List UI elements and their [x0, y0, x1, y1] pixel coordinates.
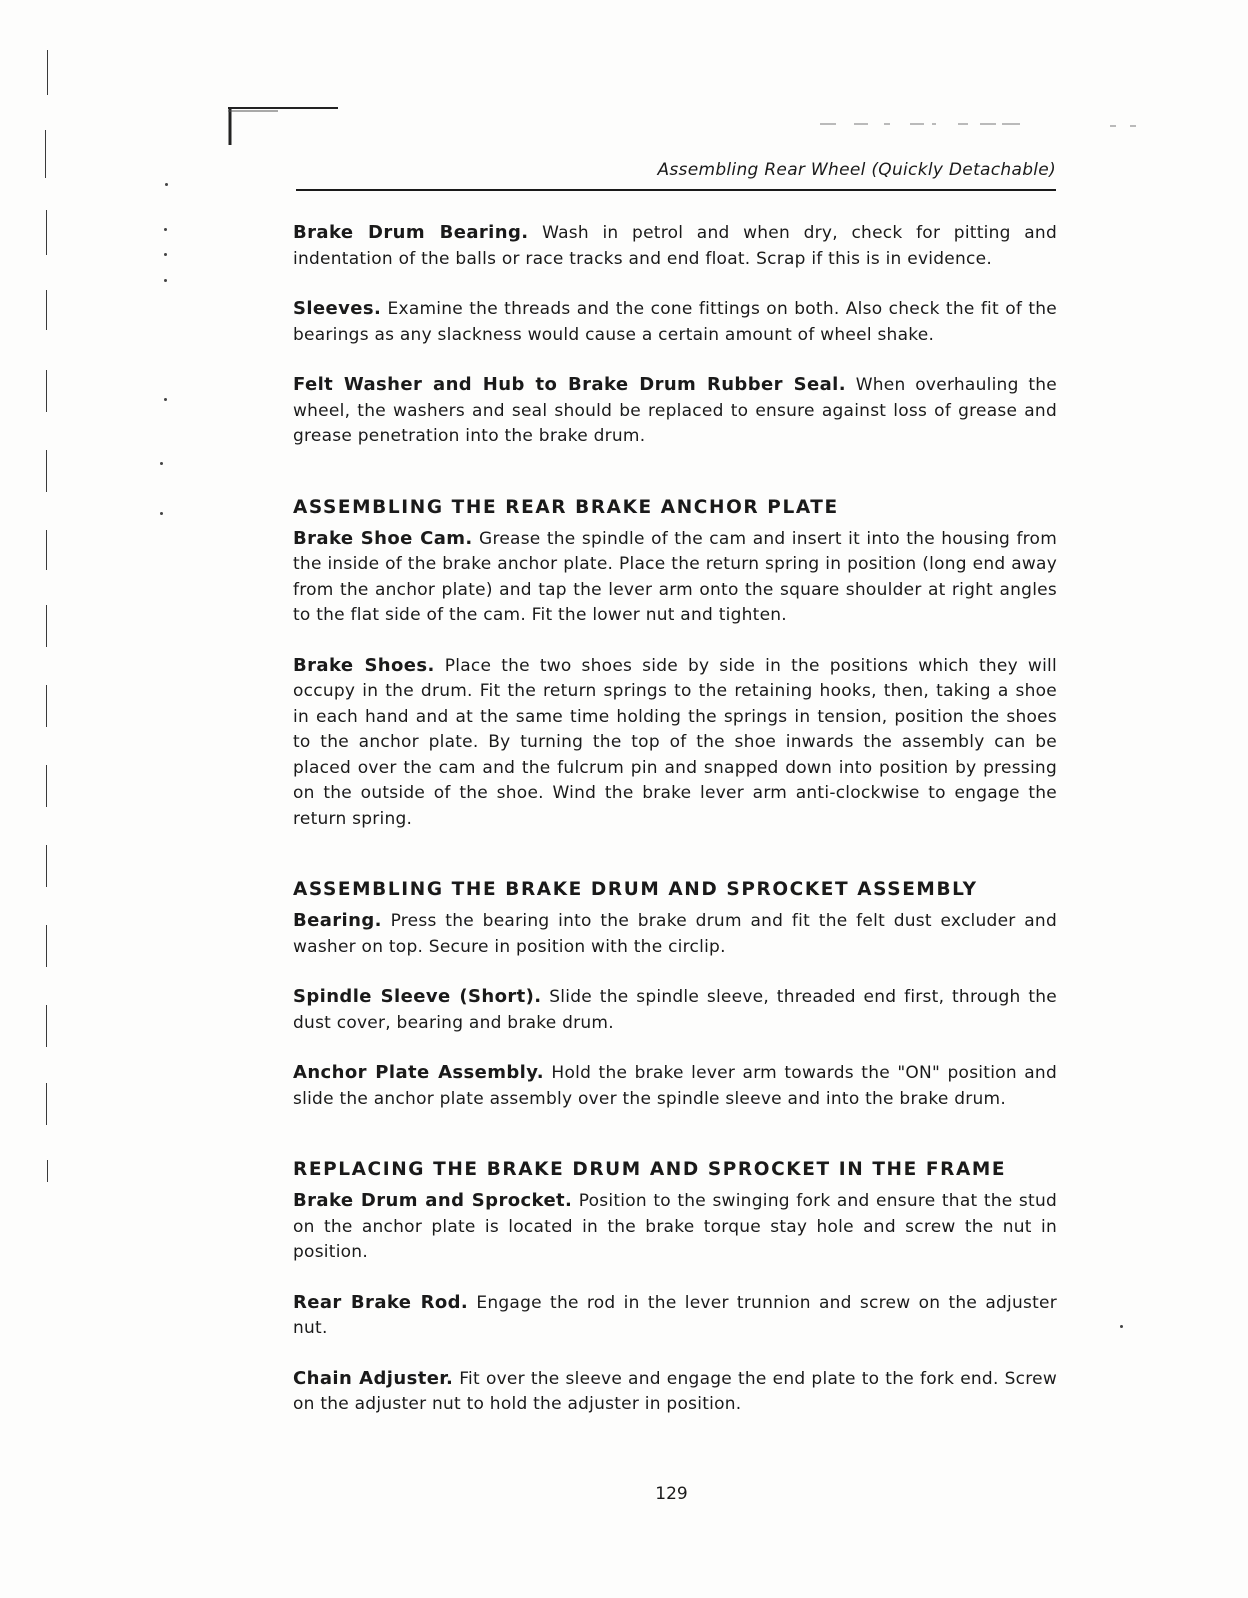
paragraph	[293, 653, 1057, 833]
scan-artifact	[164, 279, 167, 282]
scan-artifact	[46, 605, 47, 647]
paragraph	[293, 1290, 1057, 1342]
scan-artifact	[160, 462, 163, 465]
paragraph-text: Position to the swinging fork and ensure that the stud on the anchor plate is located in the brake torque stay hole and screw the nut in position.	[293, 1191, 1058, 1262]
paragraph-text: Grease the spindle of the cam and insert it into the housing from the inside of the brake anchor plate. Place the return spring in position (long end away from the anchor plate) and tap the lever arm onto the square shoulder at right angles to the flat side of the cam. Fit the lower nut and tighten.	[293, 528, 1058, 625]
scan-artifact	[164, 253, 167, 256]
scan-artifact	[45, 130, 46, 178]
scan-artifact	[47, 1160, 48, 1182]
paragraph-text: Press the bearing into the brake drum and fit the felt dust excluder and washer on top. Secure in position with the circlip.	[293, 911, 1057, 957]
scan-artifact	[46, 370, 47, 412]
paragraph	[293, 526, 1057, 629]
paragraph-lead: Felt Washer and Hub to Brake Drum Rubber Seal.	[293, 374, 846, 395]
paragraph	[293, 1060, 1057, 1112]
paragraph-text: Hold the brake lever arm towards the "ON" position and slide the anchor plate assembly over the spindle sleeve and into the brake drum.	[293, 1063, 1057, 1109]
paragraph	[293, 372, 1057, 450]
paragraph-text: Fit over the sleeve and engage the end plate to the fork end. Screw on the adjuster nut to hold the adjuster in position.	[293, 1368, 1057, 1414]
paragraph	[293, 984, 1057, 1036]
paragraph-text: Slide the spindle sleeve, threaded end first, through the dust cover, bearing and brake drum.	[293, 987, 1057, 1033]
scan-artifact	[46, 685, 47, 727]
running-head: Assembling Rear Wheel (Quickly Detachable)	[657, 160, 1056, 180]
scan-artifact	[46, 1005, 47, 1047]
header-rule	[296, 189, 1056, 191]
section-heading: ASSEMBLING THE REAR BRAKE ANCHOR PLATE	[293, 496, 839, 518]
paragraph	[293, 1366, 1057, 1418]
paragraph-lead: Anchor Plate Assembly.	[293, 1062, 544, 1083]
scan-artifact	[165, 183, 168, 186]
paragraph-lead: Brake Drum Bearing.	[293, 222, 529, 243]
scan-artifact	[46, 845, 47, 887]
paragraph	[293, 908, 1057, 960]
scan-artifact	[820, 118, 1140, 130]
scan-artifact	[160, 512, 163, 515]
scan-artifact	[46, 290, 47, 330]
paragraph-lead: Chain Adjuster.	[293, 1367, 454, 1389]
scan-artifact	[47, 50, 48, 95]
scan-artifact	[164, 398, 167, 401]
paragraph-lead: Sleeves.	[293, 298, 382, 319]
scan-artifact	[46, 450, 47, 492]
paragraph-lead: Brake Drum and Sprocket.	[293, 1190, 573, 1211]
paragraph	[293, 296, 1057, 348]
scan-artifact	[1120, 1325, 1123, 1328]
scan-artifact	[46, 765, 47, 807]
scan-artifact	[46, 210, 47, 255]
paragraph-lead: Brake Shoes.	[293, 654, 435, 676]
page-number: 129	[655, 1484, 688, 1504]
scan-artifact	[46, 530, 47, 570]
section-heading: ASSEMBLING THE BRAKE DRUM AND SPROCKET ASSEMBLY	[293, 879, 978, 900]
page-body	[293, 220, 1057, 1442]
paragraph-text: When overhauling the wheel, the washers and seal should be replaced to ensure against loss of grease and grease penetration into the brake drum.	[293, 375, 1057, 446]
paragraph-lead: Brake Shoe Cam.	[293, 527, 473, 549]
scan-artifact	[46, 925, 47, 967]
paragraph	[293, 220, 1057, 272]
paragraph-lead: Rear Brake Rod.	[293, 1291, 469, 1313]
scan-artifact	[46, 1083, 47, 1125]
paragraph	[293, 1188, 1057, 1266]
corner-bracket-mark	[228, 107, 346, 147]
paragraph-lead: Bearing.	[293, 910, 382, 931]
paragraph-text: Examine the threads and the cone fittings on both. Also check the fit of the bearings as any slackness would cause a certain amount of wheel shake.	[293, 299, 1057, 345]
paragraph-lead: Spindle Sleeve (Short).	[293, 986, 542, 1007]
scan-artifact	[164, 228, 167, 231]
paragraph-text: Place the two shoes side by side in the positions which they will occupy in the drum. Fit the return springs to the retaining hooks, then, taking a shoe in each hand and at the same time holding the springs in tension, position the shoes to the anchor plate. By turning the top of the shoe inwards the assembly can be placed over the cam and the fulcrum pin and snapped down into position by pressing on the outside of the shoe. Wind the brake lever arm anti-clockwise to engage the return spring.	[293, 655, 1057, 829]
section-heading: REPLACING THE BRAKE DRUM AND SPROCKET IN THE FRAME	[293, 1159, 1007, 1180]
paragraph-text: Wash in petrol and when dry, check for pitting and indentation of the balls or race tracks and end float. Scrap if this is in evidence.	[293, 223, 1057, 269]
paragraph-text: Engage the rod in the lever trunnion and screw on the adjuster nut.	[293, 1292, 1058, 1338]
